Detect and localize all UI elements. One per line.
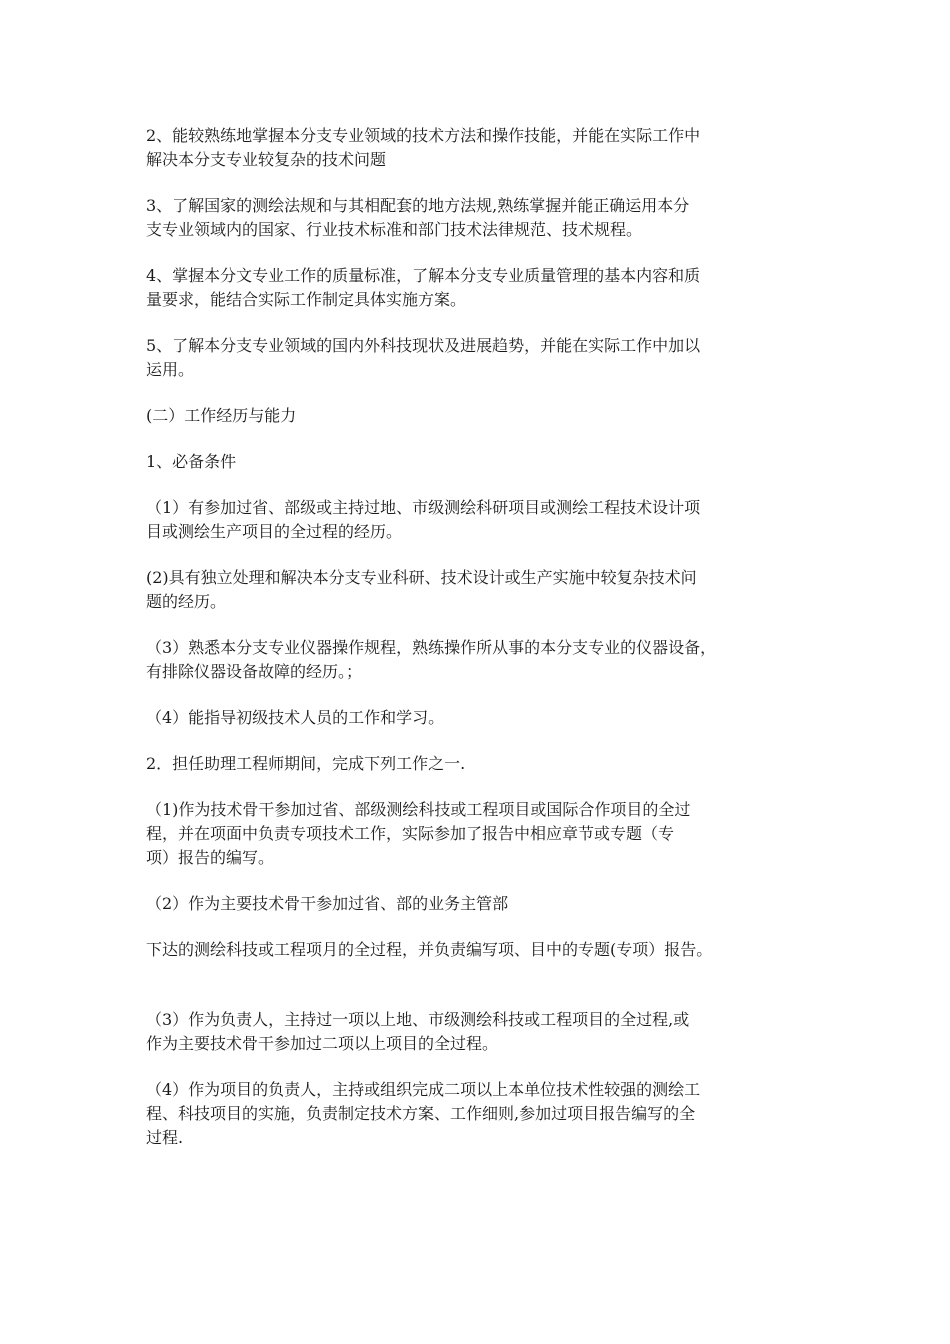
paragraph-condition-2: (2)具有独立处理和解决本分支专业科研、技术设计或生产实施中较复杂技术问 题的经历。	[146, 568, 697, 611]
paragraph-work-2: （2）作为主要技术骨干参加过省、部的业务主管部	[146, 894, 509, 913]
subheading-required-conditions: 1、必备条件	[146, 452, 237, 471]
subheading-assistant-engineer-work: 2．担任助理工程师期间，完成下列工作之一.	[146, 754, 466, 773]
document-body	[146, 124, 826, 1150]
paragraph-condition-4: （4）能指导初级技术人员的工作和学习。	[146, 708, 445, 727]
paragraph-condition-1: （1）有参加过省、部级或主持过地、市级测绘科研项目或测绘工程技术设计项 目或测绘生产项目的全过程的经历。	[146, 498, 701, 541]
paragraph-skill-4: 4、掌握本分文专业工作的质量标准，了解本分支专业质量管理的基本内容和质 量要求，能结合实际工作制定具体实施方案。	[146, 266, 701, 309]
paragraph-work-1: （1)作为技术骨干参加过省、部级测绘科技或工程项目或国际合作项目的全过 程，并在项面中负责专项技术工作，实际参加了报告中相应章节或专题（专 项）报告的编写。	[146, 800, 691, 867]
paragraph-skill-2: 2、能较熟练地掌握本分支专业领域的技术方法和操作技能，并能在实际工作中 解决本分支专业较复杂的技术问题	[146, 126, 701, 169]
section-heading-experience: (二）工作经历与能力	[146, 406, 297, 425]
paragraph-condition-3: （3）熟悉本分支专业仪器操作规程，熟练操作所从事的本分支专业的仪器设备， 有排除仪器设备故障的经历。；	[146, 638, 717, 681]
paragraph-work-4: （4）作为项目的负责人，主持或组织完成二项以上本单位技术性较强的测绘工 程、科技项目的实施，负责制定技术方案、工作细则,参加过项目报告编写的全 过程.	[146, 1080, 701, 1147]
paragraph-skill-5: 5、了解本分支专业领域的国内外科技现状及进展趋势，并能在实际工作中加以 运用。	[146, 336, 701, 379]
paragraph-work-3: （3）作为负责人，主持过一项以上地、市级测绘科技或工程项目的全过程,或 作为主要技术骨干参加过二项以上项目的全过程。	[146, 1010, 690, 1053]
paragraph-skill-3: 3、了解国家的测绘法规和与其相配套的地方法规,熟练掌握并能正确运用本分 支专业领域内的国家、行业技术标准和部门技术法律规范、技术规程。	[146, 196, 690, 239]
paragraph-work-2-continued: 下达的测绘科技或工程项月的全过程，并负责编写项、目中的专题(专项）报告。	[146, 940, 713, 959]
